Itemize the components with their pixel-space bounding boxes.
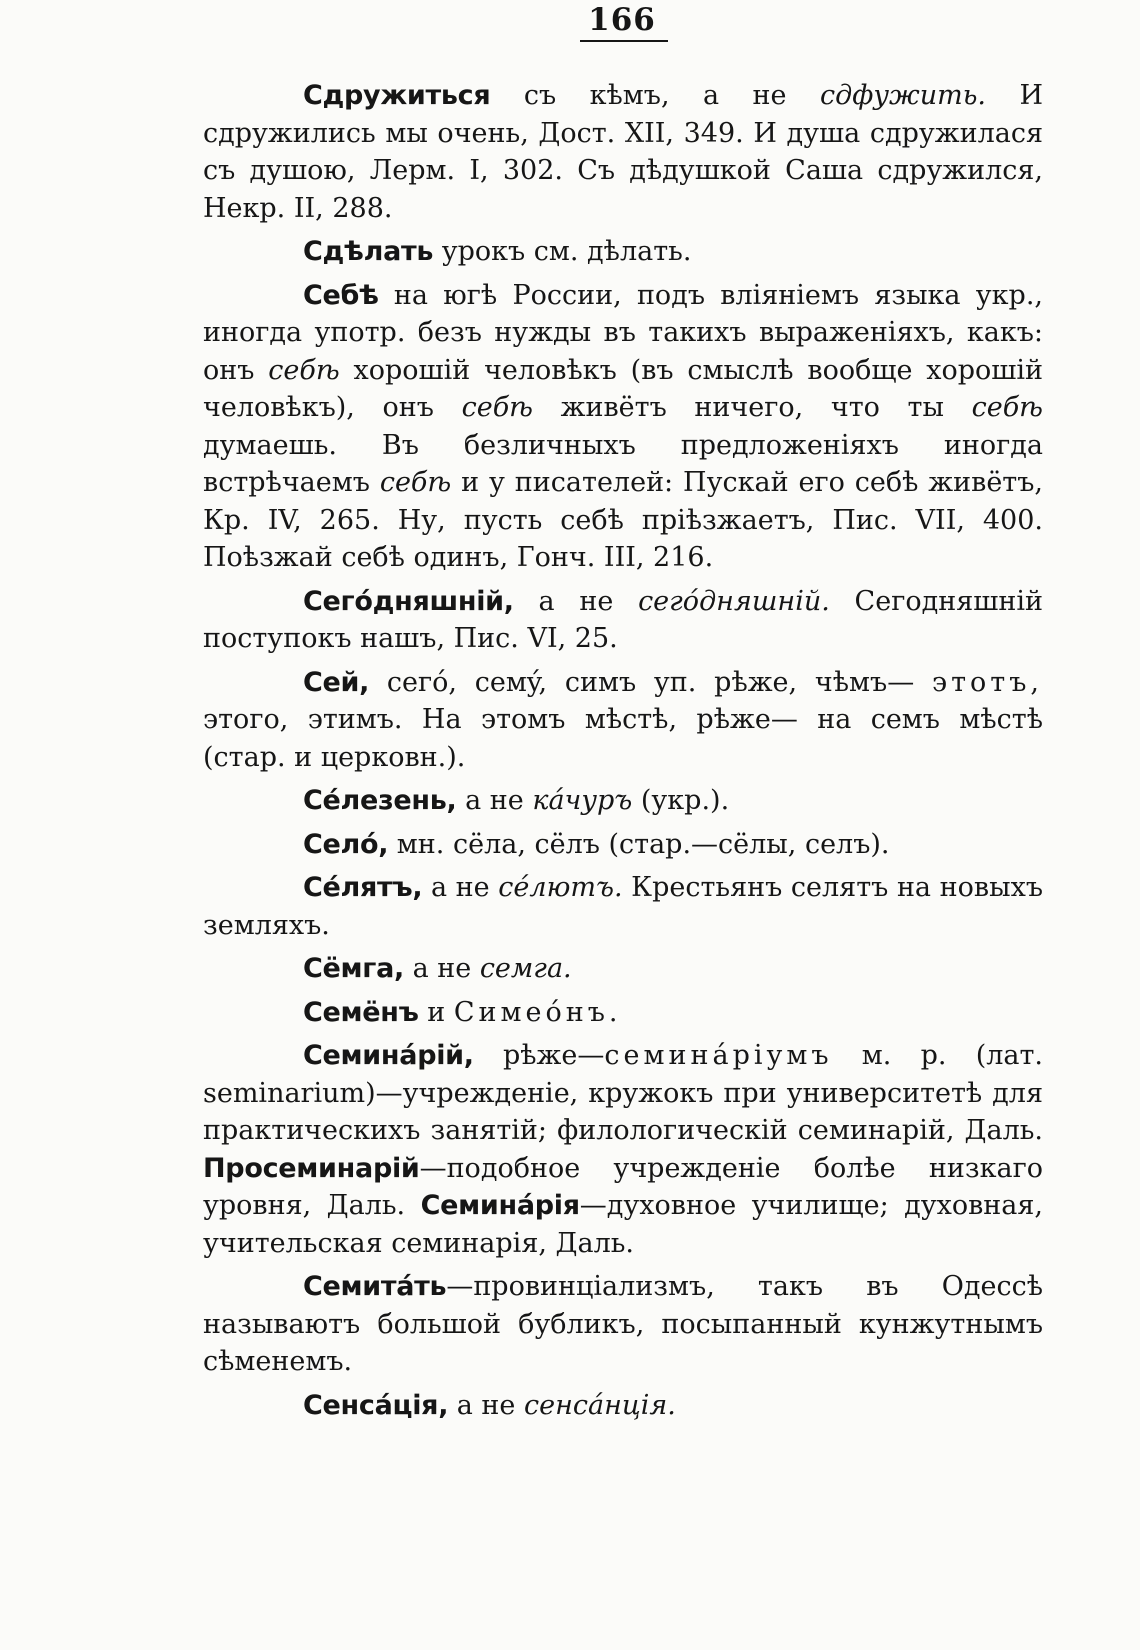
entry-text: рѣже— xyxy=(473,1040,605,1071)
entry-text: И сдружились мы очень, Дост. XII, 349. И душа сдружилася съ душою, Лерм. I, 302. Съ дѣдушкой Саша сдружился, Некр. II, 288. xyxy=(203,80,1043,224)
entry-text: мн. сёла, сёлъ (стар.—сёлы, селъ). xyxy=(388,828,890,860)
entry-text: м. р. (лат. seminarium)—учрежденіе, кружокъ при университетѣ для практическихъ занятій; филологическій семинарій, Даль. xyxy=(203,1040,1044,1146)
headword: Сёмга, xyxy=(303,953,404,984)
entry-text: живётъ ничего, что ты xyxy=(533,392,972,423)
italic-form: семга. xyxy=(479,953,572,984)
page-body xyxy=(203,77,1043,1430)
italic-form: себѣ xyxy=(379,467,452,498)
entry-segodnyashniy xyxy=(203,583,1043,658)
entry-sebe xyxy=(203,277,1043,577)
spaced-form: семинáріумъ xyxy=(604,1040,833,1071)
entry-sensatsiya xyxy=(203,1387,1043,1425)
italic-form: сенсáнція. xyxy=(524,1389,676,1421)
entry-text: а не xyxy=(422,872,499,903)
headword: Сдружиться xyxy=(303,80,491,111)
entry-text: этого, этимъ. На этомъ мѣстѣ, рѣже— на семъ мѣстѣ (стар. и церковн.). xyxy=(203,704,1043,773)
entry-text: хорошій человѣкъ (въ смыслѣ вообще хорошій человѣкъ), онъ xyxy=(203,354,1044,423)
entry-text: а не xyxy=(513,585,639,617)
entry-sdruzhitsya xyxy=(203,77,1043,227)
entry-text: Крестьянъ селятъ на новыхъ земляхъ. xyxy=(203,872,1044,941)
italic-form: сдфужить. xyxy=(819,80,986,111)
entry-semitat xyxy=(203,1268,1043,1381)
entry-text: а не xyxy=(403,953,480,984)
entry-text: (укр.). xyxy=(632,785,730,816)
italic-form: кáчуръ xyxy=(532,785,633,816)
headword: Сдѣлать xyxy=(303,236,434,267)
italic-form: себѣ xyxy=(971,392,1043,423)
entry-selyat xyxy=(203,869,1043,944)
italic-form: сегóдняшній. xyxy=(638,585,830,617)
entry-text: на югѣ России, подъ вліяніемъ языка укр., иногда употр. безъ нужды въ такихъ выраженіяхъ, какъ: онъ xyxy=(203,279,1043,386)
entry-text: думаешь. Въ безличныхъ предложеніяхъ иногда встрѣчаемъ xyxy=(203,429,1043,498)
headword: Сéлезень, xyxy=(303,785,457,816)
entry-selo xyxy=(203,826,1043,864)
entry-syomga xyxy=(203,950,1043,988)
page-number: 166 xyxy=(588,2,656,38)
spaced-form: этотъ, xyxy=(931,666,1043,698)
headword: Семинáрій, xyxy=(303,1040,474,1071)
entry-text: и у писателей: Пускай его себѣ живётъ, Кр. IV, 265. Ну, пусть себѣ пріѣзжаетъ, Пис. VII, 400. Поѣзжай себѣ одинъ, Гонч. III, 216. xyxy=(203,467,1043,573)
headword: Сей, xyxy=(303,666,370,698)
entry-text: урокъ см. дѣлать. xyxy=(433,236,692,267)
entry-semyon xyxy=(203,994,1043,1032)
entry-text: и xyxy=(418,996,454,1028)
headword: Селó, xyxy=(303,828,389,860)
headword: Семёнъ xyxy=(303,996,419,1028)
headword: Сéлятъ, xyxy=(303,872,423,903)
headword: Себѣ xyxy=(303,279,379,311)
sub-headword: Семинáрія xyxy=(420,1190,580,1221)
italic-form: сéлютъ. xyxy=(498,872,623,903)
entry-selezen xyxy=(203,782,1043,820)
headword: Сегóдняшній, xyxy=(303,585,514,617)
sub-headword: Просеминарій xyxy=(203,1152,420,1184)
headword: Семитáть xyxy=(303,1271,447,1302)
header-rule xyxy=(580,40,668,42)
italic-form: себѣ xyxy=(268,354,340,386)
entry-sey xyxy=(203,664,1043,777)
entry-text: —провинціализмъ, такъ въ Одессѣ называютъ большой бубликъ, посыпанный кунжутнымъ сѣменемъ. xyxy=(203,1271,1043,1377)
entry-text: Сегодняшній поступокъ нашъ, Пис. VI, 25. xyxy=(203,585,1043,654)
entry-text: а не xyxy=(448,1389,524,1421)
entry-text: —духовное училище; духовная, учительская семинарія, Даль. xyxy=(203,1190,1043,1259)
spaced-form: Симеóнъ. xyxy=(453,996,622,1028)
italic-form: себѣ xyxy=(461,392,533,423)
entry-text: а не xyxy=(456,785,533,816)
headword: Сенсáція, xyxy=(303,1389,449,1421)
entry-text: —подобное учрежденіе болѣе низкаго уровня, Даль. xyxy=(203,1152,1043,1221)
entry-sdelat xyxy=(203,233,1043,271)
entry-text: съ кѣмъ, а не xyxy=(490,80,820,111)
entry-seminariy xyxy=(203,1037,1043,1262)
entry-text: сегó, семý, симъ уп. рѣже, чѣмъ— xyxy=(369,666,932,698)
